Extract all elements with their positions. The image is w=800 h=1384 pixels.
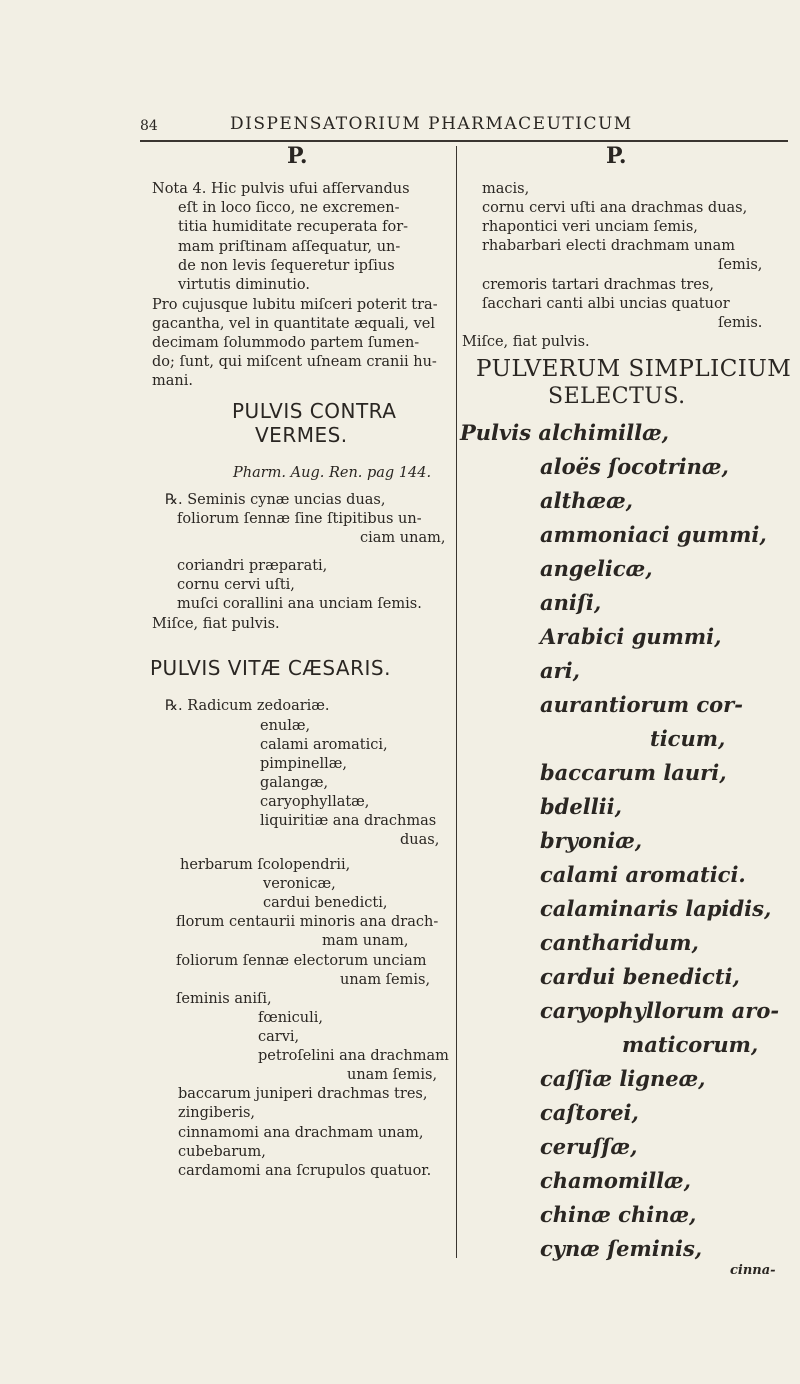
section-title: VERMES.: [255, 423, 348, 447]
list-item: aniſi,: [540, 590, 602, 615]
note-line: mam priſtinam aſſequatur, un-: [178, 239, 401, 255]
recipe-line: petroſelini ana drachmam: [258, 1048, 449, 1064]
list-item: bryoniæ,: [540, 828, 643, 853]
recipe-line: liquiritiæ ana drachmas: [260, 813, 437, 829]
recipe-line: rhabarbari electi drachmam unam: [482, 238, 736, 254]
section-title: PULVIS VITÆ CÆSARIS.: [150, 656, 391, 680]
list-item: calami aromatici.: [540, 862, 746, 887]
recipe-line: calami aromatici,: [260, 737, 388, 753]
recipe-line: cardui benedicti,: [263, 895, 388, 911]
left-column-letter: P.: [287, 143, 308, 169]
running-head: DISPENSATORIUM PHARMACEUTICUM: [230, 114, 633, 134]
page-number: 84: [140, 118, 158, 134]
list-item: caſſiæ ligneæ,: [540, 1066, 706, 1091]
note-line: mani.: [152, 373, 193, 389]
list-item: caſtorei,: [540, 1100, 639, 1125]
list-item: aloës ſocotrinæ,: [540, 454, 729, 479]
recipe-line: caryophyllatæ,: [260, 794, 370, 810]
list-item: maticorum,: [622, 1032, 759, 1057]
recipe-line: mam unam,: [322, 933, 409, 949]
recipe-line: duas,: [400, 832, 440, 848]
recipe-line: florum centaurii minoris ana drach-: [176, 914, 439, 930]
recipe-line: unam ſemis,: [340, 972, 431, 988]
header-rule: [140, 140, 788, 142]
list-item: ticum,: [650, 726, 726, 751]
recipe-line: fœniculi,: [258, 1010, 324, 1026]
list-item: aurantiorum cor-: [540, 692, 743, 717]
note-line: decimam ſolummodo partem ſumen-: [152, 335, 420, 351]
recipe-line: cinnamomi ana drachmam unam,: [178, 1125, 424, 1141]
note-line: do; ſunt, qui miſcent uſneam cranii hu-: [152, 354, 437, 370]
note-line: gacantha, vel in quantitate æquali, vel: [152, 316, 436, 332]
list-item: angelicæ,: [540, 556, 653, 581]
recipe-line: ℞. Seminis cynæ uncias duas,: [165, 492, 386, 508]
recipe-line: cardamomi ana ſcrupulos quatuor.: [178, 1163, 432, 1179]
list-item: ari,: [540, 658, 580, 683]
recipe-line: ℞. Radicum zedoariæ.: [165, 698, 330, 714]
column-divider: [456, 146, 457, 1258]
recipe-line: coriandri præparati,: [177, 558, 328, 574]
list-item: cardui benedicti,: [540, 964, 740, 989]
list-item: ammoniaci gummi,: [540, 522, 767, 547]
recipe-line: ſemis.: [718, 315, 763, 331]
recipe-line: foliorum ſennæ electorum unciam: [176, 953, 427, 969]
list-item: caryophyllorum aro-: [540, 998, 780, 1023]
recipe-line: enulæ,: [260, 718, 311, 734]
recipe-line: cornu cervi uſti ana drachmas duas,: [482, 200, 748, 216]
recipe-line: Miſce, fiat pulvis.: [462, 334, 590, 350]
recipe-line: herbarum ſcolopendrii,: [180, 857, 351, 873]
recipe-line: cornu cervi uſti,: [177, 577, 295, 593]
list-item: baccarum lauri,: [540, 760, 727, 785]
note-line: Nota 4. Hic pulvis ufui afſervandus: [152, 181, 410, 197]
list-item: chamomillæ,: [540, 1168, 691, 1193]
list-item: chinæ chinæ,: [540, 1202, 697, 1227]
section-title: PULVERUM SIMPLICIUM: [476, 356, 792, 382]
note-line: de non levis ſequeretur ipſius: [178, 258, 395, 274]
recipe-line: carvi,: [258, 1029, 300, 1045]
recipe-line: ciam unam,: [360, 530, 446, 546]
recipe-line: zingiberis,: [178, 1105, 256, 1121]
recipe-line: pimpinellæ,: [260, 756, 348, 772]
list-item: cynæ ſeminis,: [540, 1236, 703, 1261]
note-line: virtutis diminutio.: [178, 277, 310, 293]
section-title: SELECTUS.: [548, 384, 686, 409]
catchword: cinna-: [730, 1263, 776, 1278]
recipe-line: ſeminis aniſi,: [176, 991, 272, 1007]
recipe-line: ſemis,: [718, 257, 763, 273]
recipe-line: galangæ,: [260, 775, 329, 791]
section-title: PULVIS CONTRA: [232, 399, 397, 423]
recipe-line: unam ſemis,: [347, 1067, 438, 1083]
list-item: cantharidum,: [540, 930, 699, 955]
list-item: Pulvis alchimillæ,: [460, 420, 669, 445]
source-citation: Pharm. Aug. Ren. pag 144.: [233, 465, 432, 481]
recipe-line: macis,: [482, 181, 530, 197]
recipe-line: muſci corallini ana unciam ſemis.: [177, 596, 422, 612]
right-column-letter: P.: [606, 143, 627, 169]
note-line: eſt in loco ſicco, ne excremen-: [178, 200, 400, 216]
recipe-line: cubebarum,: [178, 1144, 266, 1160]
note-line: titia humiditate recuperata for-: [178, 219, 409, 235]
recipe-line: foliorum ſennæ ſine ſtipitibus un-: [177, 511, 422, 527]
recipe-line: baccarum juniperi drachmas tres,: [178, 1086, 428, 1102]
recipe-line: ſacchari canti albi uncias quatuor: [482, 296, 730, 312]
list-item: ceruſſæ,: [540, 1134, 638, 1159]
recipe-line: rhapontici veri unciam ſemis,: [482, 219, 698, 235]
note-line: Pro cujusque lubitu miſceri poterit tra-: [152, 297, 438, 313]
recipe-line: cremoris tartari drachmas tres,: [482, 277, 714, 293]
list-item: Arabici gummi,: [540, 624, 722, 649]
recipe-line: veronicæ,: [263, 876, 336, 892]
list-item: althææ,: [540, 488, 633, 513]
recipe-line: Miſce, fiat pulvis.: [152, 616, 280, 632]
list-item: calaminaris lapidis,: [540, 896, 772, 921]
list-item: bdellii,: [540, 794, 622, 819]
